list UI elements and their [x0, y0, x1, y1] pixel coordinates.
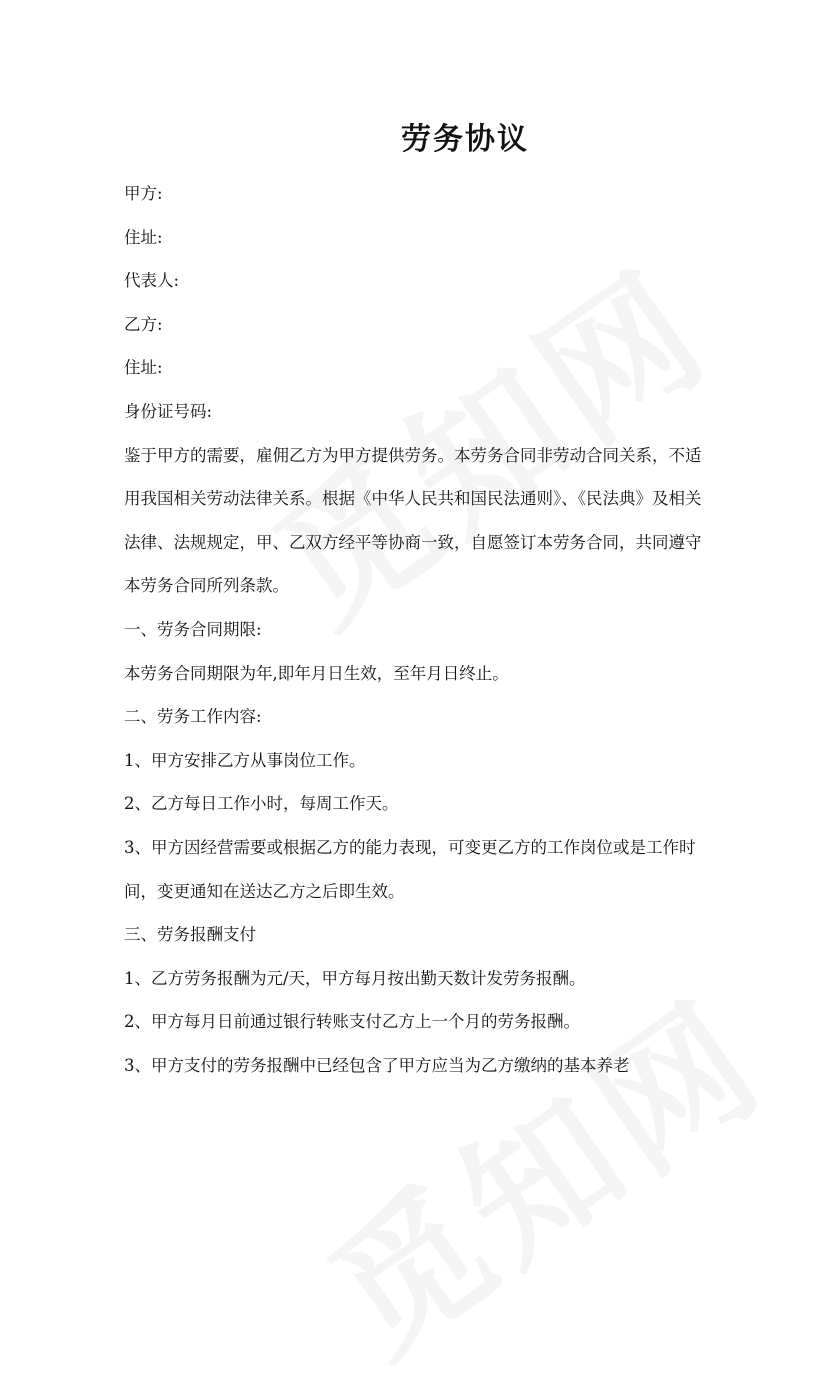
section-heading: 一、劳务合同期限: [124, 619, 262, 639]
clause-text: 1、甲方安排乙方从事岗位工作。 [124, 750, 366, 770]
representative-label: 代表人: [124, 271, 180, 291]
clause-text: 2、乙方每日工作小时，每周工作天。 [124, 794, 399, 814]
clause-text: 本劳务合同期限为年,即年月日生效，至年月日终止。 [124, 663, 509, 683]
clause-text: 1、乙方劳务报酬为元/天，甲方每月按出勤天数计发劳务报酬。 [124, 968, 586, 988]
document-body [124, 172, 724, 1087]
party-b-label: 乙方: [124, 314, 163, 334]
section-heading: 三、劳务报酬支付 [124, 925, 256, 945]
preamble-line: 本劳务合同所列条款。 [124, 576, 289, 596]
document-title: 劳务协议 [401, 122, 529, 157]
preamble-line: 法律、法规规定，甲、乙双方经平等协商一致，自愿签订本劳务合同，共同遵守 [124, 532, 702, 552]
clause-text: 间，变更通知在送达乙方之后即生效。 [124, 881, 405, 901]
preamble-line: 鉴于甲方的需要，雇佣乙方为甲方提供劳务。本劳务合同非劳动合同关系，不适 [124, 445, 702, 465]
clause-text: 3、甲方因经营需要或根据乙方的能力表现，可变更乙方的工作岗位或是工作时 [124, 837, 696, 857]
party-a-label: 甲方: [124, 184, 163, 203]
clause-text: 3、甲方支付的劳务报酬中已经包含了甲方应当为乙方缴纳的基本养老 [124, 1055, 630, 1075]
party-b-address-label: 住址: [124, 358, 163, 378]
section-heading: 二、劳务工作内容: [124, 707, 262, 727]
clause-text: 2、甲方每月日前通过银行转账支付乙方上一个月的劳务报酬。 [124, 1012, 580, 1032]
preamble-line: 用我国相关劳动法律关系。根据《中华人民共和国民法通则》、《民法典》及相关 [124, 489, 702, 509]
party-a-address-label: 住址: [124, 227, 163, 247]
id-number-label: 身份证号码: [124, 401, 213, 421]
